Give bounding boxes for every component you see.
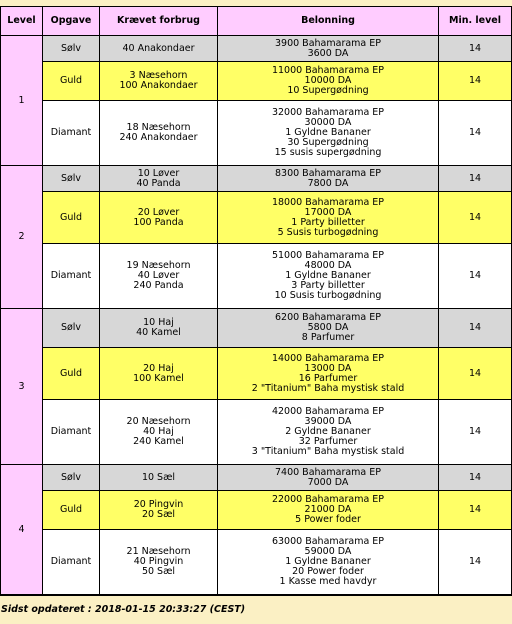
task-cell: Diamant	[43, 101, 100, 166]
reward-item: 21000 DA	[304, 504, 352, 515]
reward-item: 3900 Bahamarama EP	[274, 37, 381, 49]
reward-item: 1 Kasse med havdyr	[279, 576, 377, 587]
table-row	[1, 491, 511, 530]
reward-cell	[218, 244, 439, 309]
reward-cell	[218, 491, 439, 530]
required-cell	[100, 166, 218, 192]
reward-item: 18000 Bahamarama EP	[271, 196, 385, 208]
reward-item: 63000 Bahamarama EP	[271, 536, 385, 547]
min-level-cell: 14	[439, 400, 511, 465]
header-min-level: Min. level	[439, 7, 511, 36]
table-row	[1, 36, 511, 62]
required-item: 18 Næsehorn	[126, 122, 191, 133]
required-item: 19 Næsehorn	[126, 260, 191, 271]
header-required: Krævet forbrug	[100, 7, 218, 36]
required-item: 40 Anakondaer	[122, 42, 195, 54]
header-row	[1, 7, 511, 36]
required-item: 40 Panda	[136, 177, 181, 189]
required-item: 240 Kamel	[133, 436, 184, 447]
reward-item: 3600 DA	[307, 47, 349, 59]
required-item: 100 Anakondaer	[119, 80, 198, 91]
required-item: 40 Løver	[137, 270, 180, 281]
required-item: 100 Kamel	[133, 372, 184, 384]
reward-cell	[218, 62, 439, 101]
level-cell: 1	[1, 36, 43, 166]
reward-cell	[218, 192, 439, 244]
min-level-cell: 14	[439, 62, 511, 101]
reward-item: 1 Party billetter	[291, 216, 365, 228]
rewards-table	[0, 6, 512, 596]
required-cell	[100, 348, 218, 400]
min-level-cell: 14	[439, 348, 511, 400]
required-item: 240 Panda	[133, 280, 184, 291]
header-task: Opgave	[43, 7, 100, 36]
reward-item: 1 Gyldne Bananer	[285, 127, 371, 138]
reward-item: 17000 DA	[304, 206, 352, 218]
required-cell	[100, 62, 218, 101]
required-item: 50 Sæl	[141, 566, 176, 577]
reward-item: 6200 Bahamarama EP	[274, 312, 381, 323]
level-cell: 3	[1, 309, 43, 465]
reward-item: 2 Gyldne Bananer	[285, 426, 371, 437]
task-cell: Diamant	[43, 244, 100, 309]
task-cell: Guld	[43, 348, 100, 400]
reward-item: 15 susis supergødning	[274, 147, 382, 158]
reward-item: 11000 Bahamarama EP	[271, 65, 385, 76]
task-cell: Sølv	[43, 36, 100, 62]
reward-cell	[218, 348, 439, 400]
required-item: 20 Pingvin	[133, 499, 184, 510]
reward-cell	[218, 400, 439, 465]
reward-cell	[218, 530, 439, 595]
required-cell	[100, 465, 218, 491]
required-item: 21 Næsehorn	[126, 546, 191, 557]
reward-item: 1 Gyldne Bananer	[285, 556, 371, 567]
reward-item: 3 Party billetter	[291, 280, 365, 291]
header-reward: Belonning	[218, 7, 439, 36]
required-item: 20 Løver	[137, 206, 180, 218]
reward-item: 10000 DA	[304, 75, 352, 86]
reward-item: 10 Susis turbogødning	[274, 290, 382, 301]
reward-item: 14000 Bahamarama EP	[271, 352, 385, 364]
required-cell	[100, 244, 218, 309]
min-level-cell: 14	[439, 36, 511, 62]
table-row	[1, 192, 511, 244]
reward-item: 7000 DA	[307, 476, 349, 488]
min-level-cell: 14	[439, 491, 511, 530]
required-cell	[100, 36, 218, 62]
table-row	[1, 101, 511, 166]
reward-item: 8 Parfumer	[301, 332, 355, 343]
min-level-cell: 14	[439, 101, 511, 166]
reward-cell	[218, 309, 439, 348]
table-row	[1, 309, 511, 348]
required-item: 240 Anakondaer	[119, 132, 198, 143]
min-level-cell: 14	[439, 530, 511, 595]
reward-item: 59000 DA	[304, 546, 352, 557]
table-row	[1, 400, 511, 465]
reward-item: 5 Power foder	[295, 514, 361, 525]
required-item: 20 Sæl	[141, 509, 176, 520]
min-level-cell: 14	[439, 166, 511, 192]
required-item: 10 Sæl	[141, 471, 176, 483]
reward-item: 7800 DA	[307, 177, 349, 189]
reward-item: 8300 Bahamarama EP	[274, 167, 381, 179]
reward-item: 51000 Bahamarama EP	[271, 250, 385, 261]
table-row	[1, 166, 511, 192]
required-cell	[100, 192, 218, 244]
task-cell: Sølv	[43, 465, 100, 491]
required-item: 20 Næsehorn	[126, 416, 191, 427]
required-item: 40 Pingvin	[133, 556, 184, 567]
reward-item: 30 Supergødning	[287, 137, 369, 148]
reward-item: 16 Parfumer	[298, 372, 358, 384]
reward-item: 10 Supergødning	[287, 85, 369, 96]
table-row	[1, 348, 511, 400]
reward-item: 39000 DA	[304, 416, 352, 427]
table-row	[1, 530, 511, 595]
reward-item: 5 Susis turbogødning	[277, 226, 379, 238]
required-item: 10 Løver	[137, 167, 180, 179]
required-cell	[100, 491, 218, 530]
required-cell	[100, 309, 218, 348]
min-level-cell: 14	[439, 309, 511, 348]
task-cell: Sølv	[43, 166, 100, 192]
task-cell: Diamant	[43, 400, 100, 465]
reward-item: 32000 Bahamarama EP	[271, 107, 385, 118]
task-cell: Guld	[43, 62, 100, 101]
reward-cell	[218, 465, 439, 491]
required-item: 10 Haj	[143, 317, 174, 328]
reward-cell	[218, 36, 439, 62]
required-item: 40 Haj	[143, 426, 174, 437]
reward-item: 30000 DA	[304, 117, 352, 128]
level-cell: 4	[1, 465, 43, 595]
reward-item: 48000 DA	[304, 260, 352, 271]
required-item: 3 Næsehorn	[129, 70, 188, 81]
reward-item: 32 Parfumer	[298, 436, 358, 447]
reward-item: 3 "Titanium" Baha mystisk stald	[251, 446, 405, 457]
required-item: 100 Panda	[133, 216, 184, 228]
reward-item: 22000 Bahamarama EP	[271, 494, 385, 505]
reward-item: 2 "Titanium" Baha mystisk stald	[251, 382, 405, 394]
reward-item: 5800 DA	[307, 322, 349, 333]
min-level-cell: 14	[439, 465, 511, 491]
required-item: 20 Haj	[143, 362, 174, 374]
reward-item: 42000 Bahamarama EP	[271, 406, 385, 417]
reward-cell	[218, 101, 439, 166]
reward-item: 20 Power foder	[292, 566, 364, 577]
required-cell	[100, 101, 218, 166]
task-cell: Guld	[43, 491, 100, 530]
table-row	[1, 62, 511, 101]
task-cell: Diamant	[43, 530, 100, 595]
min-level-cell: 14	[439, 192, 511, 244]
table-row	[1, 465, 511, 491]
table-row	[1, 244, 511, 309]
last-updated-text: Sidst opdateret : 2018-01-15 20:33:27 (CEST)	[1, 604, 246, 615]
required-cell	[100, 530, 218, 595]
reward-item: 13000 DA	[304, 362, 352, 374]
reward-item: 7400 Bahamarama EP	[274, 466, 381, 478]
reward-cell	[218, 166, 439, 192]
header-level: Level	[1, 7, 43, 36]
task-cell: Guld	[43, 192, 100, 244]
required-cell	[100, 400, 218, 465]
reward-item: 1 Gyldne Bananer	[285, 270, 371, 281]
task-cell: Sølv	[43, 309, 100, 348]
table-body	[1, 36, 511, 595]
min-level-cell: 14	[439, 244, 511, 309]
required-item: 40 Kamel	[136, 327, 181, 338]
level-cell: 2	[1, 166, 43, 309]
